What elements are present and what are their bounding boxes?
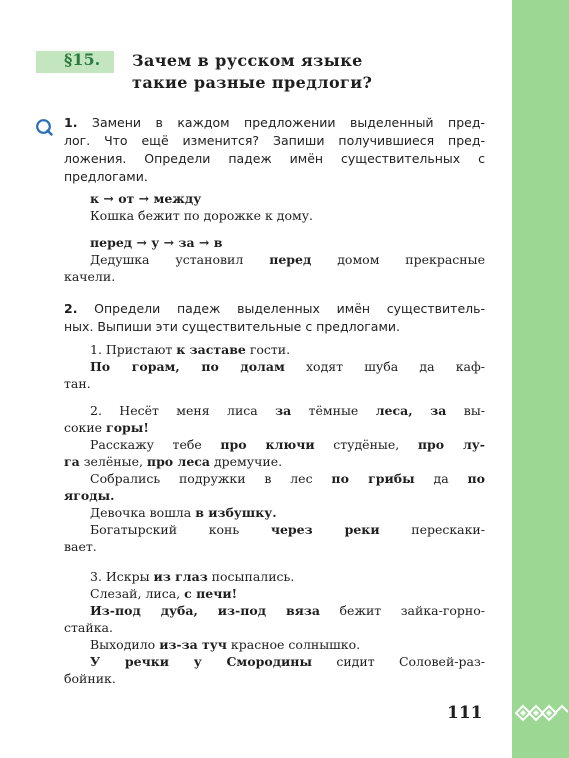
text-line [64, 636, 485, 653]
text-run: Выходило [90, 637, 160, 652]
text-run: про леса [146, 454, 210, 469]
task-1-chain-2 [64, 234, 485, 285]
section-title [132, 50, 462, 94]
text-run: Из-под дуба, из-под вяза [90, 603, 320, 618]
text-run: ложения. Определи падеж имён существительных с [64, 151, 485, 166]
text-run: леса, за [375, 403, 447, 418]
text-run: стайка. [64, 620, 113, 635]
text-run: Собрались подружки в лес [90, 471, 332, 486]
text-run: вы- [446, 403, 485, 418]
text-run: сокие [64, 420, 107, 435]
text-line [64, 521, 485, 538]
text-run: по [467, 471, 485, 486]
task-2-part-3 [64, 568, 485, 687]
text-line [64, 114, 485, 132]
text-line [64, 602, 485, 619]
diamond-ornament [514, 703, 568, 723]
text-run: Дедушка установил [90, 252, 270, 267]
task-2-part-2 [64, 402, 485, 555]
text-run: вает. [64, 539, 97, 554]
question-icon [35, 118, 53, 136]
text-run: про лу- [417, 437, 485, 452]
text-line [64, 300, 485, 318]
text-run: студёные, [314, 437, 418, 452]
text-line [64, 453, 485, 470]
text-run: перед [269, 252, 312, 267]
text-run: к заставе [176, 342, 246, 357]
page-number: 111 [447, 703, 483, 723]
text-run: 1. Пристают [90, 342, 177, 357]
text-run: 3. Искры [90, 569, 154, 584]
text-run: про ключи [220, 437, 315, 452]
text-run: качели. [64, 269, 116, 284]
task-1-instructions [64, 114, 485, 186]
text-run: ягоды. [64, 488, 115, 503]
text-line [64, 504, 485, 521]
text-run: перескаки- [379, 522, 485, 537]
text-run: посыпались. [207, 569, 295, 584]
text-run: тан. [64, 376, 91, 391]
title-line: Зачем в русском языке [132, 51, 363, 70]
text-line [64, 470, 485, 487]
text-run: горы! [106, 420, 149, 435]
text-line [64, 419, 485, 436]
text-line [64, 341, 485, 358]
text-run: за [275, 403, 292, 418]
text-line [64, 402, 485, 419]
text-line [64, 436, 485, 453]
text-run: бежит зайка-горно- [319, 603, 485, 618]
text-run: ходят шуба да каф- [284, 359, 486, 374]
text-run: бойник. [64, 671, 116, 686]
text-line [64, 358, 485, 375]
text-line [64, 568, 485, 585]
text-run: в избушку. [195, 505, 277, 520]
sentence [64, 251, 485, 268]
text-run: 2. Несёт меня лиса [90, 403, 276, 418]
text-run: Слезай, лиса, [90, 586, 185, 601]
text-run: Девочка вошла [90, 505, 196, 520]
text-line [64, 653, 485, 670]
text-run: к → от → между [90, 191, 202, 206]
text-run: гости. [245, 342, 291, 357]
text-run: ных. Выпиши эти существительные с предлогами. [64, 319, 400, 334]
text-run: из глаз [153, 569, 208, 584]
text-run: Замени в каждом предложении выделенный пред- [77, 115, 485, 130]
sentence: Кошка бежит по дорожке к дому. [90, 208, 314, 223]
text-run: да [414, 471, 468, 486]
text-run: У речки у Смородины [90, 654, 312, 669]
task-number: 1. [64, 115, 78, 130]
text-run: по грибы [331, 471, 415, 486]
text-run: зелёные, [79, 454, 147, 469]
text-run: лог. Что ещё изменится? Запиши получившиеся пред- [64, 133, 485, 148]
text-run: через реки [270, 522, 380, 537]
title-line: такие разные предлоги? [132, 73, 373, 92]
text-run: Определи падеж выделенных имён существитель- [77, 301, 485, 316]
task-2-instructions [64, 300, 485, 336]
text-run: сидит Соловей-раз- [311, 654, 485, 669]
text-run: из-за туч [159, 637, 227, 652]
task-2-part-1 [64, 341, 485, 392]
text-run: красное солнышко. [226, 637, 361, 652]
task-number: 2. [64, 301, 78, 316]
text-run: с печи! [184, 586, 238, 601]
text-run: дремучие. [209, 454, 283, 469]
side-color-strip [512, 0, 569, 758]
text-run: перед → у → за → в [90, 235, 223, 250]
text-run: предлогами. [64, 169, 148, 184]
text-run: Расскажу тебе [90, 437, 221, 452]
text-run: Богатырский конь [90, 522, 271, 537]
section-number: §15. [64, 50, 101, 69]
text-run: домом прекрасные [311, 252, 485, 267]
text-run: По горам, по долам [90, 359, 285, 374]
task-1-chain-1 [64, 190, 485, 224]
text-line [64, 585, 485, 602]
text-run: тёмные [291, 403, 376, 418]
text-run: га [64, 454, 80, 469]
